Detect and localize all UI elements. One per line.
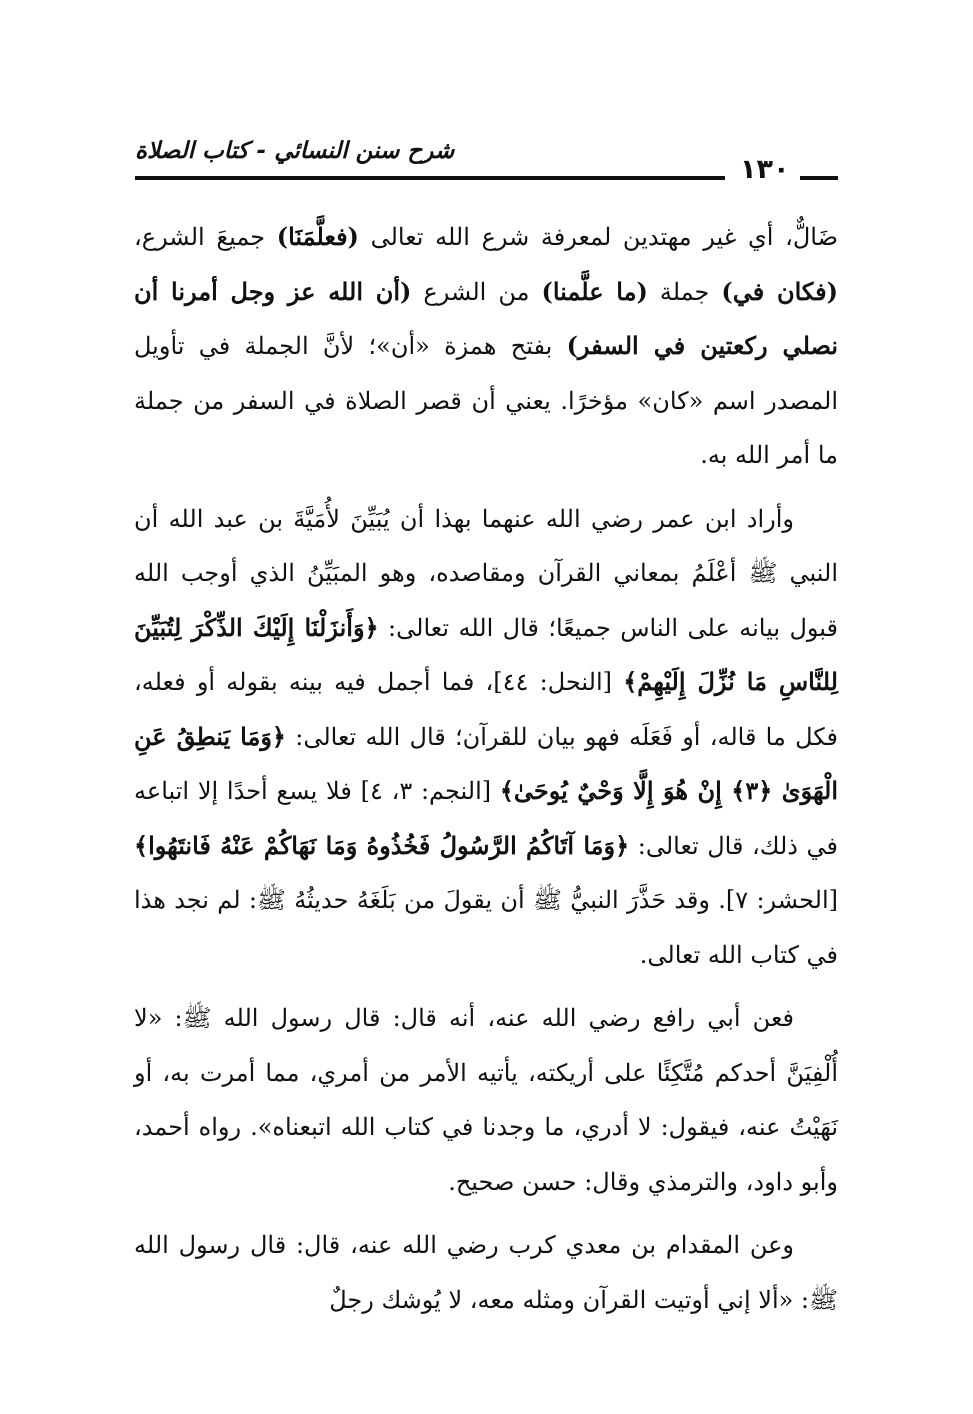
quran-verse: ﴿وَأَنزَلْنَا إِلَيْكَ الذِّكْرَ لِتُبَيِّنَ لِلنَّاسِ مَا نُزِّلَ إِلَيْهِمْ﴾ xyxy=(134,612,838,696)
text-run: بفتح همزة «أن»؛ لأنَّ الجملة في تأويل المصدر اسم «كان» مؤخرًا. يعني أن قصر الصلاة في السفر من جملة ما أمر الله به. xyxy=(134,332,838,469)
text-run: جميعَ الشرع، xyxy=(134,223,277,251)
paragraph-1 xyxy=(134,210,838,483)
paragraph-3: فعن أبي رافع رضي الله عنه، أنه قال: قال رسول الله ﷺ: «لا أُلْفِيَنَّ أحدكم مُتَّكِئًا على أريكته، يأتيه الأمر من أمري، مما أمرت به، أو نَهَيْتُ عنه، فيقول: لا أدري، ما وجدنا في كتاب الله اتبعناه». رواه أحمد، وأبو داود، والترمذي وقال: حسن صحيح. xyxy=(134,1004,838,1196)
running-title: شرح سنن النسائي - كتاب الصلاة xyxy=(135,138,455,164)
text-run: من الشرع xyxy=(411,277,542,306)
text-run: وأراد ابن عمر رضي الله عنهما بهذا أن يُبَيِّنَ لأُمَيَّةَ بن عبد الله أن النبي ﷺ أعْلَمُ بمعاني القرآن ومقاصده، وهو المبَيِّنُ الذي أوجب الله قبول بيانه على الناس جميعًا؛ قال الله تعالى: xyxy=(134,504,838,642)
hadith-quote: (أن الله عز وجل أمرنا أن نصلي ركعتين في السفر) xyxy=(134,276,839,360)
text-run: ضَالٌّ، أي غير مهتدين لمعرفة شرع الله تعالى xyxy=(358,223,838,251)
paragraph-2 xyxy=(134,492,838,983)
page-number: ١٣٠ xyxy=(740,154,790,185)
hadith-quote: (ما علَّمنا) xyxy=(541,276,648,306)
text-run: [الحشر: ٧]. وقد حَذَّرَ النبيُّ ﷺ أن يقولَ من بَلَغَهُ حديثُهُ ﷺ: لم نجد هذا في كتاب الله تعالى. xyxy=(134,886,839,969)
quran-verse: ﴿وَمَا آتَاكُمُ الرَّسُولُ فَخُذُوهُ وَمَا نَهَاكُمْ عَنْهُ فَانتَهُوا﴾ xyxy=(134,830,630,860)
text-run: جملة xyxy=(647,277,722,306)
text-run: [النجم: ٣، ٤] فلا يسع أحدًا إلا اتباعه في ذلك، قال تعالى: xyxy=(134,777,838,860)
text-run: [النحل: ٤٤]، فما أجمل فيه بينه بقوله أو فعله، فكل ما قاله، أو فَعَلَه فهو بيان للقرآن؛ قال الله تعالى: xyxy=(134,668,838,751)
hadith-quote: (فعلَّمَنَا) xyxy=(276,222,359,251)
quran-verse: ﴿وَمَا يَنطِقُ عَنِ الْهَوَىٰ ﴿٣﴾ إِنْ هُوَ إِلَّا وَحْيٌ يُوحَىٰ﴾ xyxy=(134,721,839,805)
hadith-quote: (فكان في) xyxy=(721,276,839,306)
page-body xyxy=(134,210,838,1327)
page-number-rule xyxy=(800,176,838,180)
page-header xyxy=(0,120,973,200)
paragraph-4: وعن المقدام بن معدي كرب رضي الله عنه، قال: قال رسول الله ﷺ: «ألا إني أوتيت القرآن ومثله معه، لا يُوشك رجلٌ xyxy=(134,1231,838,1314)
header-rule xyxy=(135,176,725,180)
